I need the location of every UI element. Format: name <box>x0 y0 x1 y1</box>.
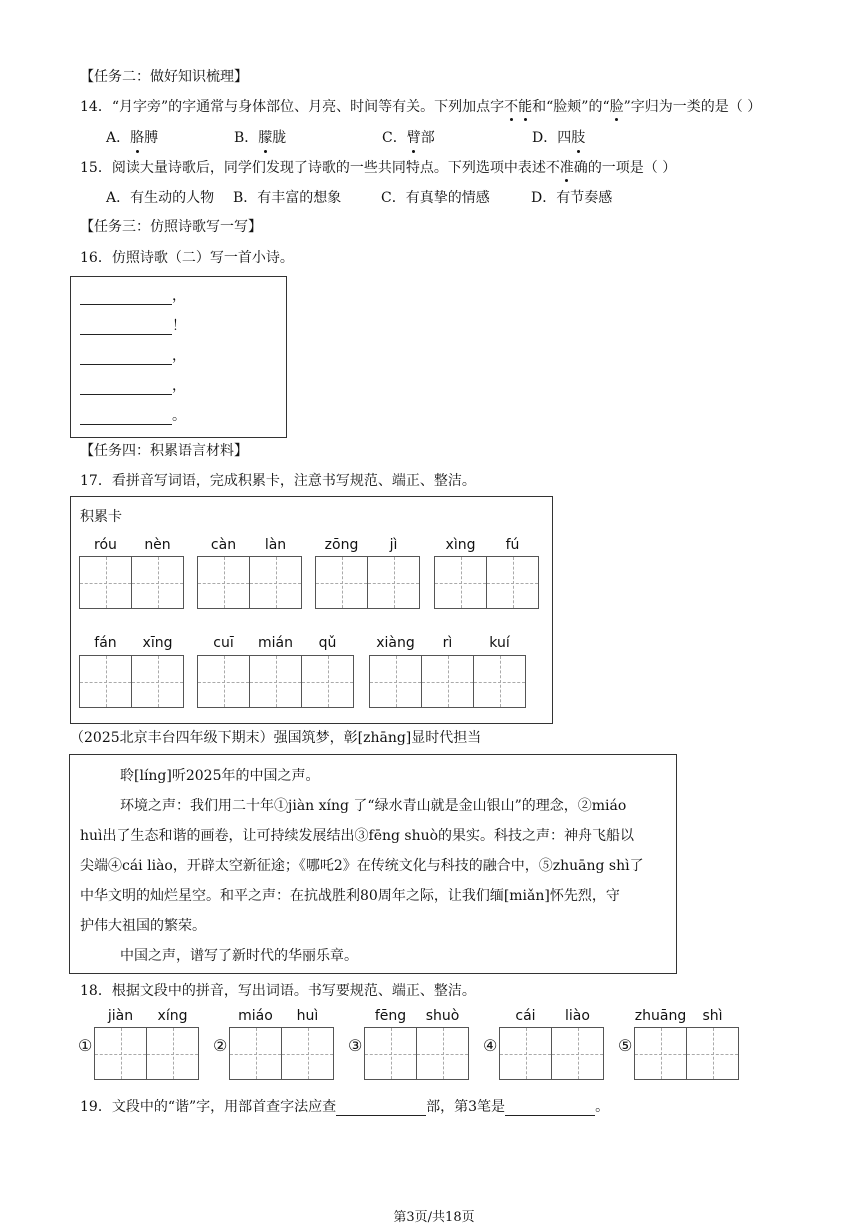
writing-cell[interactable] <box>79 556 132 609</box>
pinyin: róu <box>94 537 117 553</box>
pinyin: fán <box>94 635 117 651</box>
pinyin: fēng <box>374 1008 407 1024</box>
writing-cell[interactable] <box>131 556 184 609</box>
poem-line-3[interactable]: ， <box>80 345 186 365</box>
q15-options <box>106 187 612 207</box>
poem-line-1[interactable]: ， <box>80 285 186 305</box>
writing-cell[interactable] <box>249 655 302 708</box>
q15-option-c[interactable]: C．有真挚的情感 <box>381 190 490 206</box>
pinyin: huì <box>296 1008 319 1024</box>
writing-grid <box>197 655 354 708</box>
pinyin: liào <box>565 1008 590 1024</box>
writing-cell[interactable] <box>551 1027 604 1080</box>
task2-heading: 【任务二：做好知识梳理】 <box>80 69 248 85</box>
writing-cell[interactable] <box>229 1027 282 1080</box>
passage-paragraph-1: 聆[líng]听2025年的中国之声。 <box>120 768 320 784</box>
pinyin: shì <box>702 1008 723 1024</box>
passage-source: （2025北京丰台四年级下期末）强国筑梦，彰[zhāng]显时代担当 <box>70 730 482 746</box>
writing-grid <box>229 1027 334 1080</box>
pinyin: xiàng <box>376 635 415 651</box>
writing-grid <box>499 1027 604 1080</box>
writing-cell[interactable] <box>249 556 302 609</box>
pinyin: xíng <box>157 1008 188 1024</box>
pinyin: shuò <box>425 1008 460 1024</box>
passage-line: 护伟大祖国的繁荣。 <box>80 918 206 934</box>
q14-option-d[interactable]: D．四肢 <box>532 127 585 147</box>
writing-cell[interactable] <box>281 1027 334 1080</box>
pinyin: zōng <box>324 537 359 553</box>
writing-cell[interactable] <box>369 655 422 708</box>
writing-cell[interactable] <box>367 556 420 609</box>
q17-stem: 17．看拼音写词语，完成积累卡，注意书写规范、端正、整洁。 <box>80 473 476 489</box>
writing-cell[interactable] <box>301 655 354 708</box>
writing-cell[interactable] <box>434 556 487 609</box>
item-number: ② <box>213 1036 228 1055</box>
pinyin: càn <box>210 537 237 553</box>
writing-cell[interactable] <box>315 556 368 609</box>
writing-cell[interactable] <box>416 1027 469 1080</box>
writing-cell[interactable] <box>486 556 539 609</box>
pinyin: làn <box>264 537 287 553</box>
poem-line-2[interactable]: ！ <box>80 315 186 335</box>
pinyin: cuī <box>213 635 234 651</box>
pinyin: jì <box>389 537 398 553</box>
writing-grid <box>94 1027 199 1080</box>
writing-cell[interactable] <box>79 655 132 708</box>
q19-stem: 19．文段中的“谐”字，用部首查字法应查 部，第3笔是 。 <box>80 1099 610 1115</box>
q14-option-c[interactable]: C．臂部 <box>382 127 532 147</box>
pinyin: cái <box>515 1008 536 1024</box>
q19-radical-blank[interactable] <box>336 1101 426 1116</box>
writing-cell[interactable] <box>473 655 526 708</box>
writing-cell[interactable] <box>364 1027 417 1080</box>
q15-stem: 15．阅读大量诗歌后，同学们发现了诗歌的一些共同特点。下列选项中表述不准确的一项是（ ） <box>80 160 677 176</box>
page-footer: 第3页/共18页 <box>393 1210 475 1225</box>
writing-grid <box>634 1027 739 1080</box>
writing-grid <box>364 1027 469 1080</box>
pinyin: zhuāng <box>634 1008 687 1024</box>
writing-grid <box>79 556 184 609</box>
q14-stem: 14．“月字旁”的字通常与身体部位、月亮、时间等有关。下列加点字不能和“脸颊”的“脸”字归为一类的是（ ） <box>80 99 762 115</box>
writing-grid <box>434 556 539 609</box>
pinyin: kuí <box>489 635 510 651</box>
writing-grid <box>79 655 184 708</box>
pinyin: fú <box>505 537 520 553</box>
passage-line: huì出了生态和谐的画卷，让可持续发展结出③fēng shuò的果实。科技之声：神舟飞船以 <box>80 828 635 844</box>
item-number: ④ <box>483 1036 498 1055</box>
writing-cell[interactable] <box>197 655 250 708</box>
q14-options <box>106 127 585 147</box>
pinyin: xìng <box>445 537 476 553</box>
task4-heading: 【任务四：积累语言材料】 <box>80 443 248 459</box>
writing-cell[interactable] <box>686 1027 739 1080</box>
q14-option-b[interactable]: B．朦胧 <box>234 127 382 147</box>
poem-line-4[interactable]: ， <box>80 375 186 395</box>
item-number: ① <box>78 1036 93 1055</box>
poem-line-5[interactable]: 。 <box>80 405 186 425</box>
q16-stem: 16．仿照诗歌（二）写一首小诗。 <box>80 250 294 266</box>
writing-cell[interactable] <box>131 655 184 708</box>
writing-cell[interactable] <box>421 655 474 708</box>
pinyin: rì <box>442 635 453 651</box>
writing-cell[interactable] <box>499 1027 552 1080</box>
pinyin: nèn <box>144 537 171 553</box>
passage-line: 中华文明的灿烂星空。和平之声：在抗战胜利80周年之际，让我们缅[miǎn]怀先烈，守 <box>80 888 620 904</box>
writing-cell[interactable] <box>94 1027 147 1080</box>
card-title: 积累卡 <box>80 509 122 525</box>
q15-option-d[interactable]: D．有节奏感 <box>531 190 613 206</box>
passage-paragraph-3: 中国之声，谱写了新时代的华丽乐章。 <box>120 948 358 964</box>
q14-option-a[interactable]: A．胳膊 <box>106 127 234 147</box>
q15-option-a[interactable]: A．有生动的人物 <box>106 190 215 206</box>
writing-grid <box>369 655 526 708</box>
q18-stem: 18．根据文段中的拼音，写出词语。书写要规范、端正、整洁。 <box>80 983 476 999</box>
writing-grid <box>197 556 302 609</box>
pinyin: jiàn <box>107 1008 134 1024</box>
writing-cell[interactable] <box>146 1027 199 1080</box>
q19-stroke-blank[interactable] <box>505 1101 595 1116</box>
pinyin: qǔ <box>318 635 337 651</box>
writing-grid <box>315 556 420 609</box>
q15-option-b[interactable]: B．有丰富的想象 <box>233 190 342 206</box>
pinyin: mián <box>258 635 293 651</box>
pinyin: miáo <box>238 1008 273 1024</box>
pinyin: xīng <box>142 635 173 651</box>
writing-cell[interactable] <box>197 556 250 609</box>
passage-line: 环境之声：我们用二十年①jiàn xíng 了“绿水青山就是金山银山”的理念，②miáo <box>120 798 627 814</box>
task3-heading: 【任务三：仿照诗歌写一写】 <box>80 219 262 235</box>
writing-cell[interactable] <box>634 1027 687 1080</box>
passage-line: 尖端④cái liào，开辟太空新征途；《哪吒2》在传统文化与科技的融合中，⑤zhuāng shì了 <box>80 858 644 874</box>
item-number: ③ <box>348 1036 363 1055</box>
item-number: ⑤ <box>618 1036 633 1055</box>
